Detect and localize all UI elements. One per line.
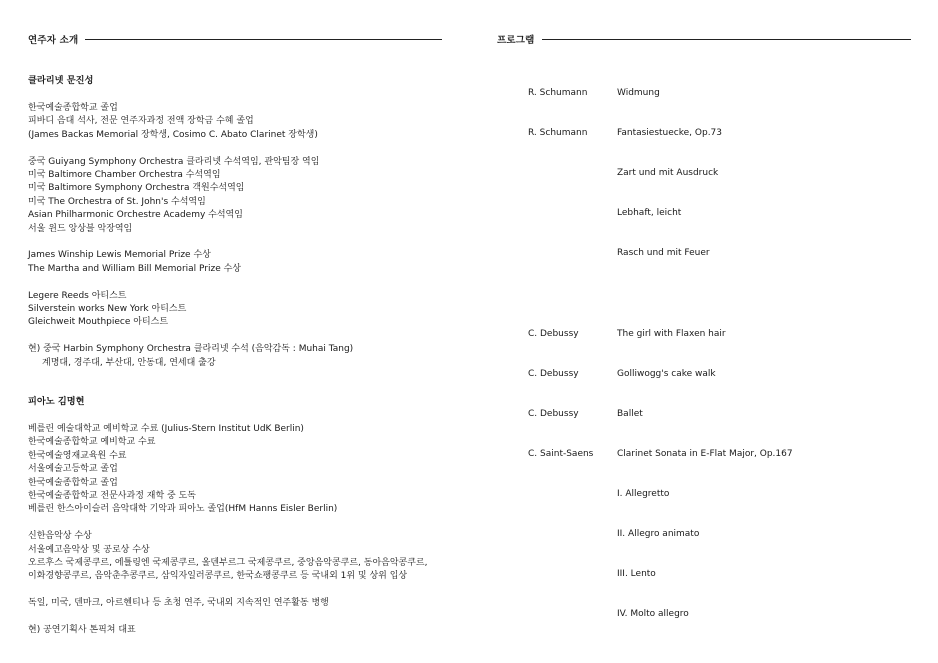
composer-name: C. Debussy xyxy=(528,408,579,419)
bio-line: 한국예술영재교육원 수료 xyxy=(28,450,127,461)
bio-line: 한국예술종합학교 전문사과정 재학 중 도독 xyxy=(28,491,196,501)
bio-line: James Winship Lewis Memorial Prize 수상 xyxy=(28,250,211,261)
bio-line: Asian Philharmonic Orchestre Academy 수석역임 xyxy=(28,210,243,221)
bio-line: 서울 윈드 앙상블 악장역임 xyxy=(28,223,133,234)
bio-line: 한국예술종합학교 졸업 xyxy=(28,103,118,113)
heading-rule xyxy=(85,39,442,40)
program-heading: 프로그램 xyxy=(497,35,535,46)
composer-name: R. Schumann xyxy=(528,128,588,139)
composer-name: C. Saint-Saens xyxy=(528,448,594,459)
bio-line: 서울예고음악상 및 공로상 수상 xyxy=(28,544,150,555)
heading-rule xyxy=(542,39,911,40)
composer-name: R. Schumann xyxy=(528,88,588,98)
bio-line: 서울예술고등학교 졸업 xyxy=(28,464,118,475)
performers-heading: 연주자 소개 xyxy=(28,35,79,46)
bio-line: The Martha and William Bill Memorial Prize 수상 xyxy=(28,263,241,274)
work-title: Fantasiestuecke, Op.73 xyxy=(617,128,723,139)
work-title: The girl with Flaxen hair xyxy=(617,328,726,339)
work-title: I. Allegretto xyxy=(617,489,670,499)
bio-line: 미국 The Orchestra of St. John's 수석역임 xyxy=(28,196,206,207)
bio-line: Legere Reeds 아티스트 xyxy=(28,290,127,301)
composer-name: C. Debussy xyxy=(528,328,579,339)
work-title: Lebhaft, leicht xyxy=(617,208,682,219)
bio-line: 한국예술종합학교 졸업 xyxy=(28,477,118,488)
bio-line: 독일, 미국, 덴마크, 아르헨티나 등 초청 연주, 국내외 지속적인 연주활동 병행 xyxy=(28,598,329,609)
bio-line: Silverstein works New York 아티스트 xyxy=(28,304,187,314)
bio-line: Gleichweit Mouthpiece 아티스트 xyxy=(28,317,169,328)
bio-line: 이화경향콩쿠르, 음악춘추콩쿠르, 삼익자일러콩쿠르, 한국쇼팽콩쿠르 등 국내외 1위 및 상위 입상 xyxy=(28,571,408,582)
bio-line: 중국 Guiyang Symphony Orchestra 클라리넷 수석역임, 관악팀장 역임 xyxy=(28,156,320,167)
program-heading-row xyxy=(497,31,911,47)
bio-line: 한국예술종합학교 예비학교 수료 xyxy=(28,437,156,448)
bio-line: 피바디 음대 석사, 전문 연주자과정 전액 장학금 수혜 졸업 xyxy=(28,116,254,127)
bio-line: 현) 중국 Harbin Symphony Orchestra 클라리넷 수석 (음악감독 : Muhai Tang) xyxy=(28,344,354,355)
composer-name: C. Debussy xyxy=(528,368,579,379)
performers-heading-row xyxy=(28,31,442,47)
performer-name: 클라리넷 문진성 xyxy=(28,75,94,86)
work-title: Rasch und mit Feuer xyxy=(617,248,710,259)
work-title: Clarinet Sonata in E-Flat Major, Op.167 xyxy=(617,448,793,459)
work-title: Widmung xyxy=(617,88,660,98)
performer-name: 피아노 김명현 xyxy=(28,396,85,407)
work-title: III. Lento xyxy=(617,569,656,580)
work-title: II. Allegro animato xyxy=(617,529,700,540)
work-title: Golliwogg's cake walk xyxy=(617,368,716,379)
bio-line: 미국 Baltimore Symphony Orchestra 객원수석역임 xyxy=(28,183,245,194)
bio-line: 현) 공연기획사 톤픽쳐 대표 xyxy=(28,625,136,635)
bio-line: 베를린 한스아이슬러 음악대학 기악과 피아노 졸업(HfM Hanns Eisler Berlin) xyxy=(28,504,338,515)
bio-line: 오르후스 국제콩쿠르, 에틀링엔 국제콩쿠르, 올덴부르그 국제콩쿠르, 중앙음악콩쿠르, 동아음악콩쿠르, xyxy=(28,558,428,568)
work-title: IV. Molto allegro xyxy=(617,609,689,620)
bio-line: 베를린 예술대학교 예비학교 수료 (Julius-Stern Institut UdK Berlin) xyxy=(28,424,304,434)
bio-line: (James Backas Memorial 장학생, Cosimo C. Abato Clarinet 장학생) xyxy=(28,129,318,140)
bio-line: 신한음악상 수상 xyxy=(28,531,92,542)
work-title: Zart und mit Ausdruck xyxy=(617,168,719,179)
bio-line: 계명대, 경주대, 부산대, 안동대, 연세대 출강 xyxy=(42,357,216,368)
work-title: Ballet xyxy=(617,408,643,419)
bio-line: 미국 Baltimore Chamber Orchestra 수석역임 xyxy=(28,170,221,180)
